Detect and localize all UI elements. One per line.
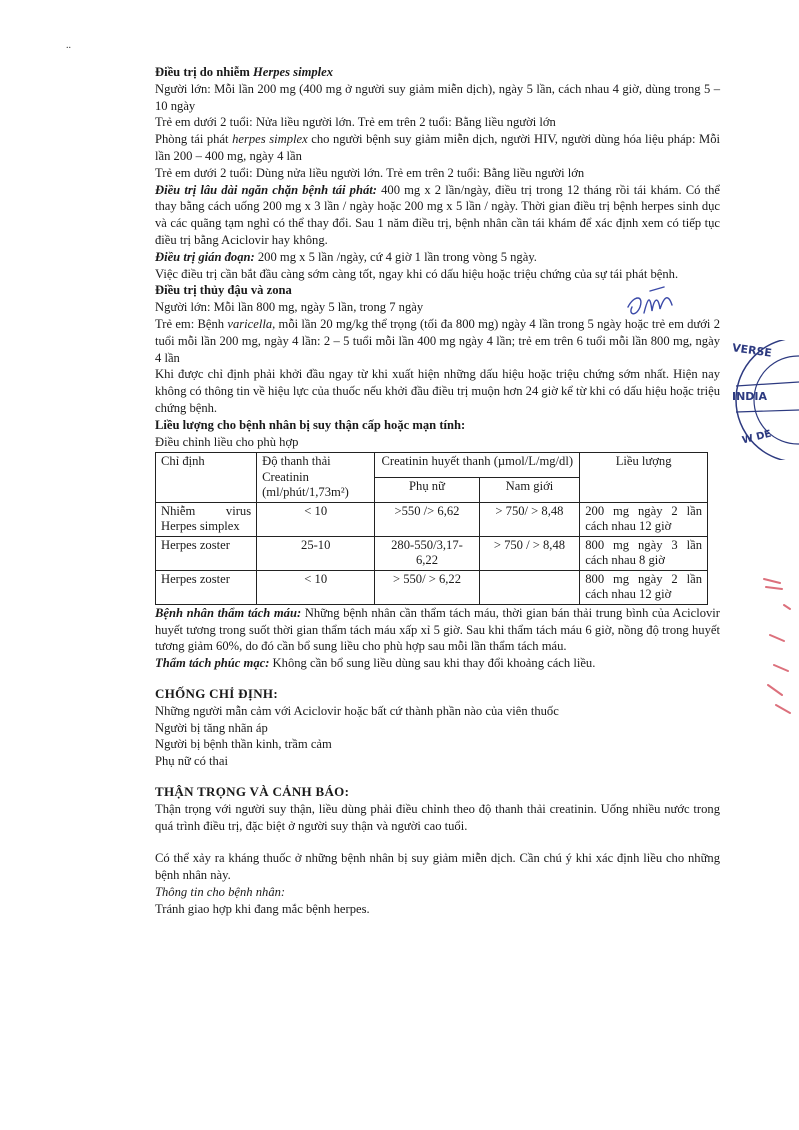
renal-dose-table (155, 452, 708, 605)
herpes-relapse-prevention (155, 131, 720, 165)
list-item: Phụ nữ có thai (155, 754, 228, 769)
peritoneal-text: Không cần bổ sung liều dùng sau khi thay đổi khoảng cách liều. (269, 656, 596, 671)
signature-mark (620, 285, 690, 325)
caution-paragraph-1: Thận trọng với người suy thận, liều dùng phải điều chỉnh theo độ thanh thải creatinin. Uống nhiều nước trong quá trình điều trị, đặc biệt ở người suy thận và người cao tuổi. (155, 801, 720, 833)
list-item: Những người mẫn cảm với Aciclovir hoặc bất cứ thành phần nào của viên thuốc (155, 703, 559, 718)
contraindications-heading: CHỐNG CHỈ ĐỊNH: (155, 686, 278, 702)
table-row (156, 570, 708, 604)
header-indication: Chỉ định (156, 453, 257, 503)
cell-clearance: < 10 (257, 570, 375, 604)
herpes-intermittent (155, 249, 720, 266)
herpes-adult-dose: Người lớn: Mỗi lần 200 mg (400 mg ở người suy giảm miễn dịch), ngày 5 lần, cách nhau 4 giờ, dùng trong 5 – 10 ngày (155, 81, 720, 113)
relapse-rest: cho người bệnh suy giảm miễn dịch, người HIV, người dùng hóa liệu pháp: Mỗi lần 200 – 400 mg, ngày 4 lần (155, 132, 720, 163)
header-male: Nam giới (479, 478, 580, 503)
herpes-heading (155, 64, 720, 81)
cell-clearance: < 10 (257, 502, 375, 536)
red-stamp-fragment (760, 575, 799, 725)
peritoneal-paragraph (155, 655, 720, 672)
caution-heading: THẬN TRỌNG VÀ CẢNH BÁO: (155, 784, 350, 799)
cell-clearance: 25-10 (257, 536, 375, 570)
dialysis-label: Bệnh nhân thẩm tách máu: (155, 605, 302, 620)
renal-heading: Liều lượng cho bệnh nhân bị suy thận cấp hoặc mạn tính: (155, 417, 466, 432)
cell-dose: 200 mg ngày 2 lần cách nhau 12 giờ (580, 502, 708, 536)
herpes-start-early: Việc điều trị cần bắt đầu càng sớm càng tốt, ngay khi có dấu hiệu hoặc triệu chứng của sự tái phát bệnh. (155, 266, 679, 281)
varicella-adult-dose: Người lớn: Mỗi lần 800 mg, ngày 5 lần, trong 7 ngày (155, 300, 424, 315)
document-body (155, 64, 720, 918)
header-serum: Creatinin huyết thanh (µmol/L/mg/dl) (375, 453, 580, 478)
peritoneal-label: Thẩm tách phúc mạc: (155, 656, 270, 671)
relapse-prefix: Phòng tái phát (155, 132, 233, 147)
header-dose: Liều lượng (580, 453, 708, 503)
corner-mark: .. (66, 40, 71, 51)
stamp-text-bottom: W DE (741, 428, 773, 447)
caution-paragraph-2: Có thể xảy ra kháng thuốc ở những bệnh nhân bị suy giảm miễn dịch. Cần chú ý khi xác định liều cho những bệnh nhân này. (155, 851, 720, 883)
dialysis-text: Những bệnh nhân cần thẩm tách máu, thời gian bán thải trung bình của Aciclovir huyết tương trong suốt thời gian thẩm tách máu xấp xỉ 5 giờ. Sau khi thẩm tách máu 6 giờ, nồng độ trong huyết tương giảm 60%, do đó cần bổ sung liều cho phù hợp sau mỗi lần thẩm tách máu. (155, 605, 720, 654)
cell-indication: Herpes zoster (156, 570, 257, 604)
cell-female: >550 /> 6,62 (375, 502, 479, 536)
header-clearance: Độ thanh thải Creatinin (ml/phút/1,73m²) (257, 453, 375, 503)
varicella-start-note: Khi được chỉ định phải khởi đầu ngay từ khi xuất hiện những dấu hiệu hoặc triệu chứng sớm nhất. Hiện nay không có thông tin về hiệu lực của thuốc nếu khởi đầu điều trị muộn hơn 24 giờ kể từ khi có dấu hiệu hoặc triệu chứng bệnh. (155, 367, 720, 415)
varicella-heading: Điều trị thủy đậu và zona (155, 283, 292, 298)
varicella-child-rest: , mỗi lần 20 mg/kg thể trọng (tối đa 800 mg) ngày 4 lần trong 5 ngày hoặc trẻ em dưới 2 tuổi mỗi lần 200 mg, ngày 4 lần: 2 – 5 tuổi mỗi lần 400 mg ngày 4 lần; trẻ em trên 6 tuổi mỗi lần 800 mg, ngày 4 lần (155, 316, 720, 365)
table-row (156, 536, 708, 570)
intermittent-label: Điều trị gián đoạn: (155, 249, 255, 264)
long-term-label: Điều trị lâu dài ngăn chặn bệnh tái phát: (155, 182, 377, 197)
company-stamp (728, 340, 799, 460)
herpes-long-term (155, 182, 720, 249)
patient-info-text: Tránh giao hợp khi đang mắc bệnh herpes. (155, 901, 370, 916)
list-item: Người bị bệnh thần kinh, trầm cảm (155, 737, 332, 752)
renal-subheading: Điều chỉnh liều cho phù hợp (155, 434, 299, 449)
relapse-italic: herpes simplex (232, 132, 308, 147)
cell-indication: Herpes zoster (156, 536, 257, 570)
cell-female: 280-550/3,17-6,22 (375, 536, 479, 570)
stamp-text-top: VERSE (731, 341, 773, 360)
cell-female: > 550/ > 6,22 (375, 570, 479, 604)
cell-male: > 750/ > 8,48 (479, 502, 580, 536)
varicella-child-italic: varicella (227, 316, 273, 331)
varicella-child-prefix: Trẻ em: Bệnh (155, 316, 228, 331)
herpes-heading-text: Điều trị do nhiễm (155, 65, 253, 79)
cell-male (479, 570, 580, 604)
cell-male: > 750 / > 8,48 (479, 536, 580, 570)
herpes-relapse-child: Trẻ em dưới 2 tuổi: Dùng nửa liều người lớn. Trẻ em trên 2 tuổi: Bằng liều người lớn (155, 165, 585, 180)
long-term-text: 400 mg x 2 lần/ngày, điều trị trong 12 tháng rồi tái khám. Có thể thay bằng cách uống 200 mg x 3 lần / ngày hoặc 200 mg x 5 lần / ngày. Thời gian điều trị bệnh herpes sinh dục và các quãng tạm nghỉ có thể thay đổi. Sau 1 năm điều trị, bệnh nhân cần tái khám để xác định xem có tiếp tục điều trị bằng Aciclovir hay không. (155, 182, 720, 247)
dialysis-paragraph (155, 605, 720, 655)
intermittent-text: 200 mg x 5 lần /ngày, cứ 4 giờ 1 lần trong vòng 5 ngày. (254, 249, 537, 264)
patient-info-label: Thông tin cho bệnh nhân: (155, 884, 286, 899)
stamp-text-middle: INDIA (732, 390, 768, 403)
cell-dose: 800 mg ngày 2 lần cách nhau 12 giờ (580, 570, 708, 604)
herpes-heading-italic: Herpes simplex (252, 65, 334, 79)
header-female: Phụ nữ (375, 478, 479, 503)
cell-dose: 800 mg ngày 3 lần cách nhau 8 giờ (580, 536, 708, 570)
list-item: Người bị tăng nhãn áp (155, 720, 268, 735)
herpes-child-dose: Trẻ em dưới 2 tuổi: Nửa liều người lớn. Trẻ em trên 2 tuổi: Bằng liều người lớn (155, 115, 556, 130)
table-header-row (156, 453, 708, 478)
table-row (156, 502, 708, 536)
cell-indication: Nhiễm virus Herpes simplex (156, 502, 257, 536)
